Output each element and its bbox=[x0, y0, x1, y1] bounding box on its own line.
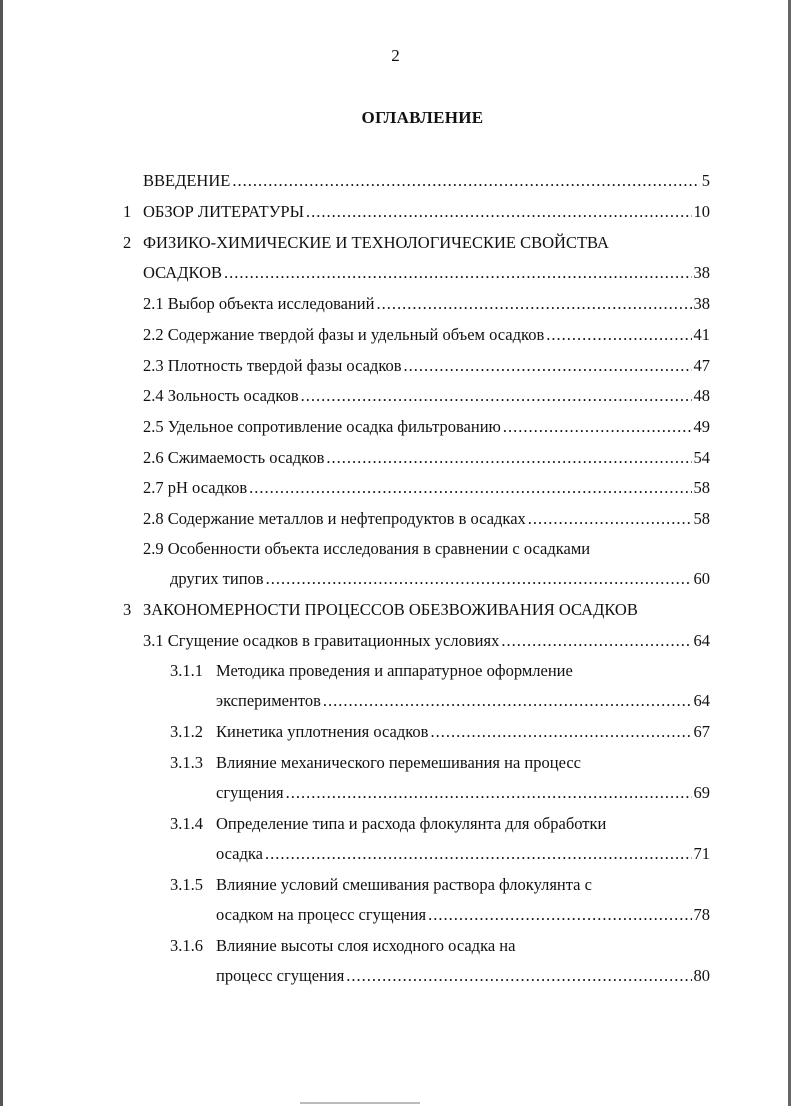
toc-entry-section-2-6 bbox=[143, 447, 710, 469]
toc-leader bbox=[546, 324, 691, 346]
toc-leader bbox=[501, 630, 691, 652]
toc-subsection-number: 3.1.6 bbox=[170, 936, 203, 955]
page-bottom-mark bbox=[300, 1102, 420, 1104]
toc-leader bbox=[306, 201, 692, 223]
toc-entry-text-continued: других типов bbox=[170, 569, 264, 588]
toc-entry-text: Определение типа и расхода флокулянта для обработки bbox=[216, 814, 607, 833]
toc-entry-text: Методика проведения и аппаратурное оформление bbox=[216, 661, 573, 680]
page-left-edge bbox=[0, 0, 3, 1106]
toc-entry-section-2-1 bbox=[143, 293, 710, 315]
toc-leader bbox=[404, 355, 692, 377]
toc-entry-text: ВВЕДЕНИЕ bbox=[143, 171, 231, 190]
toc-entry-text-continued: экспериментов bbox=[216, 691, 321, 710]
toc-entry-subsection-3-1-4-continued bbox=[216, 843, 710, 865]
toc-page-number: 64 bbox=[693, 691, 710, 710]
toc-subsection-number: 3.1.4 bbox=[170, 814, 203, 833]
toc-entry-section-2-9 bbox=[143, 538, 590, 560]
toc-entry-section-2-5 bbox=[143, 416, 710, 438]
toc-leader bbox=[286, 782, 692, 804]
toc-page-number: 80 bbox=[693, 966, 710, 985]
toc-entry-text-continued: осадка bbox=[216, 844, 263, 863]
toc-entry-text-continued: сгущения bbox=[216, 783, 284, 802]
toc-entry-subsection-3-1-5-continued bbox=[216, 904, 710, 926]
toc-entry-text: Кинетика уплотнения осадков bbox=[216, 722, 429, 741]
toc-entry-section-2-2 bbox=[143, 324, 710, 346]
toc-leader bbox=[503, 416, 692, 438]
toc-entry-text: 2.3 Плотность твердой фазы осадков bbox=[143, 356, 402, 375]
toc-entry-text: 2.9 Особенности объекта исследования в сравнении с осадками bbox=[143, 539, 591, 558]
toc-chapter-number: 2 bbox=[123, 233, 132, 252]
toc-subsection-number: 3.1.5 bbox=[170, 875, 203, 894]
toc-leader bbox=[265, 843, 692, 865]
toc-page-number: 48 bbox=[693, 386, 710, 405]
toc-entry-section-2-4 bbox=[143, 385, 710, 407]
toc-page-number: 38 bbox=[693, 263, 710, 282]
toc-page-number: 41 bbox=[693, 325, 710, 344]
toc-entry-subsection-3-1-5 bbox=[216, 874, 592, 896]
toc-entry-text: ОБЗОР ЛИТЕРАТУРЫ bbox=[143, 202, 304, 221]
toc-page-number: 71 bbox=[693, 844, 710, 863]
toc-entry-chapter-1 bbox=[143, 201, 710, 223]
toc-page-number: 5 bbox=[701, 171, 710, 190]
toc-page-number: 78 bbox=[693, 905, 710, 924]
toc-subsection-number: 3.1.3 bbox=[170, 753, 203, 772]
toc-entry-text: ЗАКОНОМЕРНОСТИ ПРОЦЕССОВ ОБЕЗВОЖИВАНИЯ ОСАДКОВ bbox=[143, 600, 638, 619]
toc-entry-text: Влияние условий смешивания раствора флокулянта с bbox=[216, 875, 592, 894]
toc-entry-subsection-3-1-6 bbox=[216, 935, 515, 957]
toc-entry-subsection-3-1-4 bbox=[216, 813, 606, 835]
toc-entry-subsection-3-1-2 bbox=[216, 721, 710, 743]
toc-chapter-number: 3 bbox=[123, 600, 132, 619]
toc-entry-text: 2.5 Удельное сопротивление осадка фильтрованию bbox=[143, 417, 501, 436]
toc-entry-text-continued: осадком на процесс сгущения bbox=[216, 905, 427, 924]
toc-entry-text-continued: процесс сгущения bbox=[216, 966, 345, 985]
toc-entry-subsection-3-1-3-continued bbox=[216, 782, 710, 804]
toc-entry-section-3-1 bbox=[143, 630, 710, 652]
toc-leader bbox=[326, 447, 691, 469]
toc-title: ОГЛАВЛЕНИЕ bbox=[361, 108, 484, 127]
toc-entry-text: 2.4 Зольность осадков bbox=[143, 386, 299, 405]
toc-entry-introduction bbox=[143, 170, 710, 192]
toc-leader bbox=[323, 690, 692, 712]
toc-page-number: 58 bbox=[693, 478, 710, 497]
toc-entry-subsection-3-1-1-continued bbox=[216, 690, 710, 712]
toc-chapter-number: 1 bbox=[123, 202, 132, 221]
toc-entry-subsection-3-1-1 bbox=[216, 660, 573, 682]
toc-leader bbox=[528, 508, 692, 530]
toc-entry-chapter-2 bbox=[143, 232, 609, 254]
toc-leader bbox=[249, 477, 691, 499]
toc-page-number: 10 bbox=[693, 202, 710, 221]
toc-entry-text: Влияние механического перемешивания на процесс bbox=[216, 753, 581, 772]
toc-page-number: 38 bbox=[693, 294, 710, 313]
toc-page-number: 49 bbox=[693, 417, 710, 436]
toc-subsection-number: 3.1.2 bbox=[170, 722, 203, 741]
toc-entry-text: 2.2 Содержание твердой фазы и удельный объем осадков bbox=[143, 325, 545, 344]
page-number: 2 bbox=[391, 46, 400, 65]
toc-subsection-number: 3.1.1 bbox=[170, 661, 203, 680]
toc-entry-text: 2.6 Сжимаемость осадков bbox=[143, 448, 325, 467]
toc-entry-text: 2.8 Содержание металлов и нефтепродуктов в осадках bbox=[143, 509, 526, 528]
toc-page-number: 54 bbox=[693, 448, 710, 467]
toc-page-number: 69 bbox=[693, 783, 710, 802]
toc-page-number: 64 bbox=[693, 631, 710, 650]
toc-leader bbox=[376, 293, 691, 315]
toc-leader bbox=[266, 568, 692, 590]
toc-leader bbox=[232, 170, 699, 192]
toc-entry-chapter-3 bbox=[143, 599, 638, 621]
toc-entry-text: 2.1 Выбор объекта исследований bbox=[143, 294, 375, 313]
toc-entry-text: 3.1 Сгущение осадков в гравитационных условиях bbox=[143, 631, 500, 650]
toc-entry-text: ФИЗИКО-ХИМИЧЕСКИЕ И ТЕХНОЛОГИЧЕСКИЕ СВОЙСТВА bbox=[143, 233, 609, 252]
toc-leader bbox=[346, 965, 691, 987]
toc-page-number: 58 bbox=[693, 509, 710, 528]
toc-entry-section-2-7 bbox=[143, 477, 710, 499]
toc-entry-subsection-3-1-3 bbox=[216, 752, 581, 774]
toc-leader bbox=[428, 904, 691, 926]
toc-entry-text-continued: ОСАДКОВ bbox=[143, 263, 222, 282]
toc-entry-section-2-9-continued bbox=[170, 568, 710, 590]
toc-entry-section-2-8 bbox=[143, 508, 710, 530]
toc-entry-text: 2.7 pH осадков bbox=[143, 478, 248, 497]
toc-leader bbox=[430, 721, 691, 743]
toc-entry-chapter-2-continued bbox=[143, 262, 710, 284]
toc-page-number: 67 bbox=[693, 722, 710, 741]
toc-entry-text: Влияние высоты слоя исходного осадка на bbox=[216, 936, 516, 955]
toc-leader bbox=[301, 385, 692, 407]
toc-entry-section-2-3 bbox=[143, 355, 710, 377]
toc-leader bbox=[224, 262, 692, 284]
toc-entry-subsection-3-1-6-continued bbox=[216, 965, 710, 987]
toc-page-number: 60 bbox=[693, 569, 710, 588]
toc-page-number: 47 bbox=[693, 356, 710, 375]
